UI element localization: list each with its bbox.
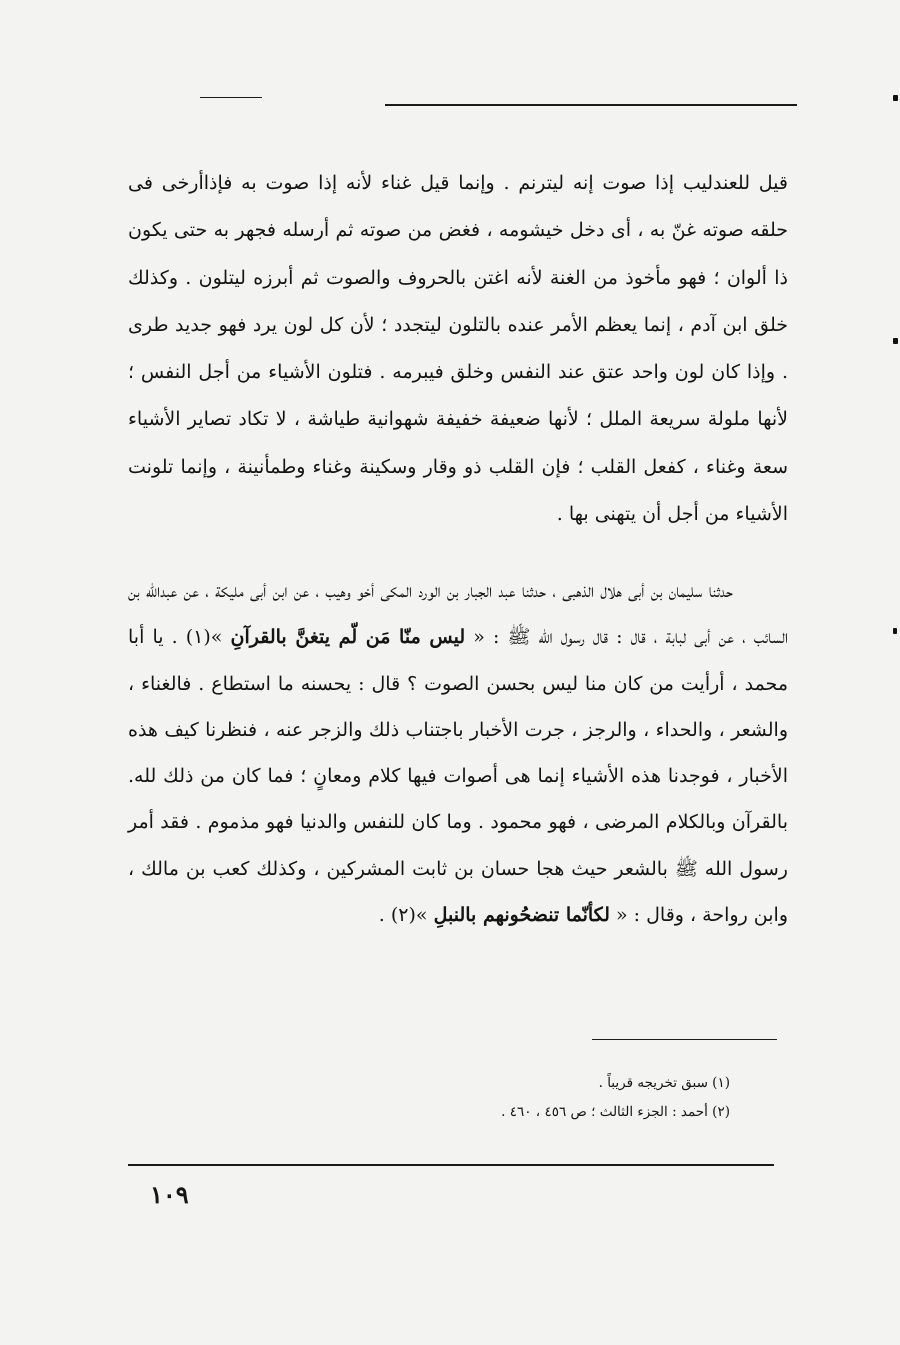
page-number: ١٠٩ [150,1180,189,1209]
footnote-2: (٢) أحمد : الجزء الثالث ؛ ص ٤٥٦ ، ٤٦٠ . [501,1104,730,1120]
footnote-separator [592,1039,777,1040]
margin-mark [893,338,898,344]
paragraph-2-text-a: حدثنا سليمان بن أبى هلال الذهبى ، حدثنا عبد الجبار بن الورد المكى أخو وهيب ، عن ابن أبى مليكة ، عن عبدالله بن السائب ، عن أبى لبابة ، قال : قال رسول الله ﷺ : « [128,580,789,649]
footnote-ref-1: »(١) [185,626,223,649]
footer-rule [128,1164,774,1166]
header-rule-long [385,104,797,106]
margin-mark [893,628,897,634]
paragraph-1: قيل للعندليب إذا صوت إنه ليترنم . وإنما قيل غناء لأنه إذا صوت به فإذاأرخى فى حلقه صوته غنّ به ، أى دخل خيشومه ، فغض من صوته ثم أرسله فجهر به حتى يكون ذا ألوان ؛ فهو مأخوذ من الغنة لأنه اغتن بالحروف والصوت ثم أبرزه ليتلون . وكذلك خلق ابن آدم ، إنما يعظم الأمر عنده بالتلون ليتجدد ؛ لأن كل لون يرد فهو جديد طرى . وإذا كان لون واحد عتق عند النفس وخلق فيبرمه . فتلون الأشياء من أجل النفس ؛ لأنها ملولة سريعة الملل ؛ لأنها ضعيفة خفيفة شهوانية طياشة ، لا تكاد تصاير الأشياء سعة وغناء ، كفعل القلب ؛ فإن القلب ذو وقار وسكينة وغناء وطمأنينة ، وإنما تلونت الأشياء من أجل أن يتهنى بها . [128,172,788,526]
footnote-ref-2: »(٢) . [378,904,428,927]
paragraph-2-text-b: . يا أبا محمد ، أرأيت من كان منا ليس بحسن الصوت ؟ قال : يحسنه ما استطاع . فالغناء ، والشعر ، والحداء ، والرجز ، جرت الأخبار باجتناب ذلك والزجر عنه ، فنظرنا كيف هذه الأخبار ، فوجدنا هذه الأشياء إنما هى أصوات فيها كلام ومعانٍ ؛ فما كان من ذلك لله. بالقرآن وبالكلام المرضى ، فهو محمود . وما كان للنفس والدنيا فهو مذموم . فقد أمر رسول الله ﷺ بالشعر حيث هجا حسان بن ثابت المشركين ، وكذلك كعب بن مالك ، وابن رواحة ، وقال : « [128,626,788,927]
paragraph-2 [128,568,788,938]
footnote-1: (١) سبق تخريجه قريباً . [598,1075,730,1091]
header-rule-short [200,97,262,98]
hadith-quote-2: لكأنّما تنضحُونهم بالنبلِ [433,904,610,927]
hadith-quote-1: ليس منّا مَن لّم يتغنَّ بالقرآنِ [230,626,466,649]
margin-mark [893,95,898,101]
